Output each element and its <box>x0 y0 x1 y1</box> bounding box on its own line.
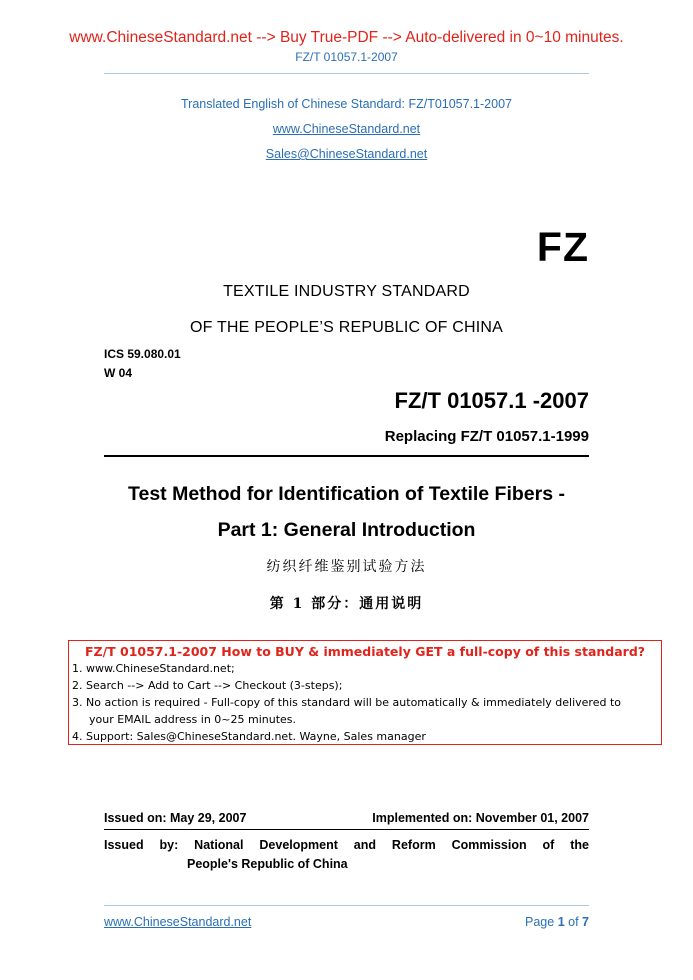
page-of: of <box>568 915 579 929</box>
buy-instructions-box <box>68 640 662 745</box>
fz-logo: FZ <box>536 224 589 270</box>
header-standard-code: FZ/T 01057.1-2007 <box>295 50 398 64</box>
list-item-text: Search --> Add to Cart --> Checkout (3-steps); <box>86 679 343 692</box>
document-title-line1: Test Method for Identification of Textile Fibers - <box>128 483 565 505</box>
list-item-text[interactable]: Support: Sales@ChineseStandard.net. Wayne, Sales manager <box>86 730 426 743</box>
buy-heading[interactable]: FZ/T 01057.1-2007 How to BUY & immediately GET a full-copy of this standard? <box>84 644 646 659</box>
issue-divider <box>104 829 589 830</box>
website-link[interactable]: www.ChineseStandard.net <box>272 122 421 136</box>
page-label: Page <box>525 915 555 929</box>
footer-divider <box>104 905 589 906</box>
list-item-text: your EMAIL address in 0~25 minutes. <box>89 713 297 726</box>
list-item <box>72 730 426 743</box>
translated-note: Translated English of Chinese Standard: FZ/T01057.1-2007 <box>181 97 512 111</box>
list-item-number: 4. <box>72 730 83 743</box>
issued-by-line2: People's Republic of China <box>187 857 348 871</box>
industry-heading: TEXTILE INDUSTRY STANDARD <box>223 283 470 300</box>
page-total: 7 <box>582 915 589 929</box>
page-indicator <box>525 915 589 929</box>
standard-number: FZ/T 01057.1 -2007 <box>394 388 589 413</box>
list-item-number: 3. <box>72 696 83 709</box>
page-current: 1 <box>557 915 565 929</box>
chinese-title: 纺织纤维鉴别试验方法 <box>266 559 427 575</box>
replacing-note: Replacing FZ/T 01057.1-1999 <box>384 428 589 445</box>
list-item-number: 1. <box>72 662 83 675</box>
promo-banner[interactable]: www.ChineseStandard.net --> Buy True-PDF --> Auto-delivered in 0~10 minutes. <box>69 29 624 46</box>
list-item <box>72 662 235 675</box>
footer-website-link[interactable]: www.ChineseStandard.net <box>104 915 252 929</box>
list-item-number: 2. <box>72 679 83 692</box>
document-title-line2: Part 1: General Introduction <box>217 519 476 541</box>
list-item-text[interactable]: www.ChineseStandard.net; <box>86 662 235 675</box>
email-link[interactable]: Sales@ChineseStandard.net <box>265 147 428 161</box>
list-item <box>72 679 342 692</box>
list-item-text: No action is required - Full-copy of this standard will be automatically & immediately delivered to <box>86 696 622 709</box>
chinese-subtitle: 第 1 部分：通用说明 <box>269 596 424 612</box>
implemented-on: Implemented on: November 01, 2007 <box>372 811 589 825</box>
issued-by-line1: Issued by: National Development and Reform Commission of the <box>104 838 589 852</box>
w-code: W 04 <box>104 366 133 380</box>
ics-code: ICS 59.080.01 <box>104 347 181 361</box>
title-divider <box>104 455 589 457</box>
header-divider <box>104 73 589 74</box>
list-item-continuation <box>89 713 296 726</box>
issued-on: Issued on: May 29, 2007 <box>104 811 247 825</box>
list-item <box>72 696 621 709</box>
country-heading: OF THE PEOPLE’S REPUBLIC OF CHINA <box>189 319 504 336</box>
